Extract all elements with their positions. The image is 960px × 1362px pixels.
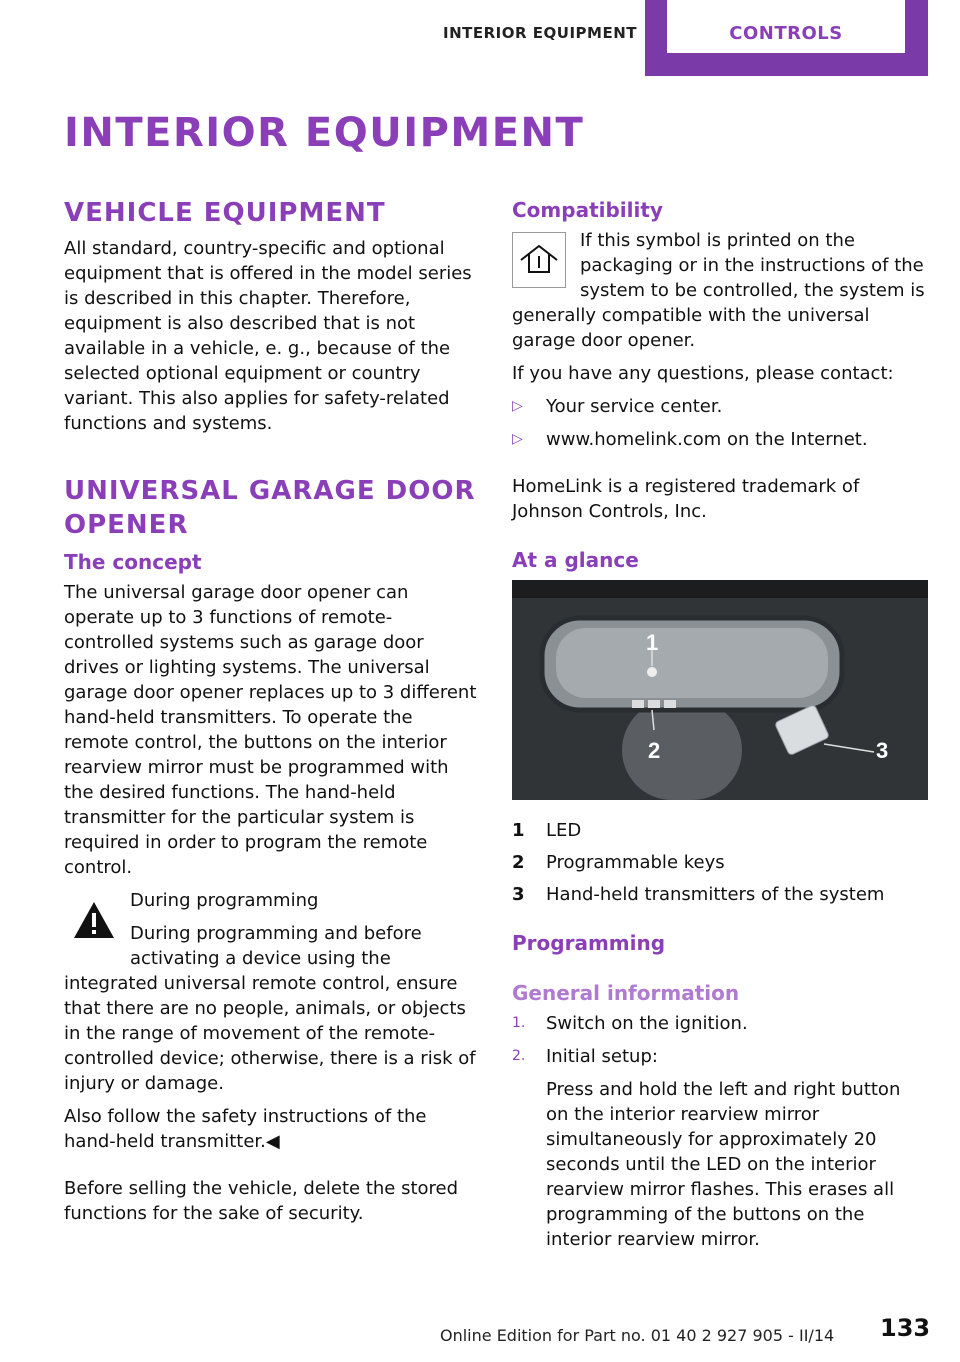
trademark-text: HomeLink is a registered trademark of Johnson Controls, Inc. [512,476,860,522]
led-indicator [647,667,657,677]
vehicle-equipment-text: All standard, country-specific and optional equipment that is offered in the model series is described in this chapter. Therefore, equipment is also described that is not available in a vehicle, e. g., because of the selected optional equipment or country variant. This also applies for safety-related functions and systems. [64,238,472,434]
step-number: 2. [512,1048,526,1064]
callout-label: 1 [646,630,659,655]
list-item [512,1011,928,1036]
page-number: 133 [880,1314,931,1342]
header-tab-controls: CONTROLS [667,0,905,53]
contact-item: www.homelink.com on the Internet. [546,429,868,450]
programmable-key [632,700,644,708]
callout-label: 3 [876,738,889,763]
garage-door-heading: UNIVERSAL GARAGE DOOR OPENER [64,476,476,540]
mirror-mount [622,700,742,800]
concept-heading: The concept [64,550,202,574]
header-section-title: INTERIOR EQUIPMENT [443,24,637,42]
list-item [512,1044,928,1069]
homelink-icon [512,232,566,288]
programmable-key [664,700,676,708]
programming-heading: Programming [512,931,666,955]
legend-item [512,882,928,907]
page-header [0,0,960,78]
mirror-glass [556,628,828,698]
contact-intro: If you have any questions, please contact: [512,363,894,384]
triangle-bullet-icon: ▷ [512,398,523,414]
headliner [512,580,928,598]
selling-text: Before selling the vehicle, delete the stored functions for the sake of security. [64,1178,459,1224]
compatibility-block [512,228,928,353]
legend-number: 3 [512,884,525,905]
step-text: Switch on the ignition. [546,1013,748,1034]
right-column [512,196,928,1260]
legend-label: Hand-held transmitters of the system [546,884,885,905]
warning-text: During programming and before activating a device using the integrated universal remote control, ensure that there are no people, animals, or objects in the range of movement of the remote-controlled device; otherwise, there is a risk of injury or damage. [64,923,476,1094]
left-column [64,196,480,1234]
rearview-mirror-figure [512,580,928,800]
legend-item [512,818,928,843]
warning-block [64,888,480,1096]
general-information-heading: General information [512,981,740,1005]
vehicle-equipment-heading: VEHICLE EQUIPMENT [64,198,386,228]
footer-edition: Online Edition for Part no. 01 40 2 927 905 - II/14 [440,1326,835,1345]
contact-item: Your service center. [546,396,723,417]
legend-number: 1 [512,820,525,841]
warning-follow-text: Also follow the safety instructions of the hand-held transmitter.◀ [64,1106,427,1152]
step-number: 1. [512,1015,526,1031]
triangle-bullet-icon: ▷ [512,431,523,447]
programmable-key [648,700,660,708]
step-text: Initial setup: [546,1046,658,1067]
list-item [512,427,928,452]
list-item [512,394,928,419]
step-2-detail: Press and hold the left and right button on the interior rearview mirror simultaneously for approximately 20 seconds until the LED on the interior rearview mirror flashes. This erases all programming of the buttons on the interior rearview mirror. [546,1079,901,1250]
concept-text: The universal garage door opener can operate up to 3 functions of remote-controlled systems such as garage door drives or lighting systems. The universal garage door opener replaces up to 3 different hand-held transmitters. To operate the remote control, the buttons on the interior rearview mirror must be programmed with the desired functions. The hand-held transmitter for the particular system is required in order to program the remote control. [64,582,477,878]
warning-icon [64,892,124,948]
warning-title: During programming [130,890,319,911]
compatibility-heading: Compatibility [512,198,663,222]
legend-item [512,850,928,875]
at-a-glance-heading: At a glance [512,548,639,572]
legend-label: Programmable keys [546,852,725,873]
compatibility-text: If this symbol is printed on the packaging or in the instructions of the system to be controlled, the system is generally compatible with the universal garage door opener. [512,230,925,351]
legend-label: LED [546,820,582,841]
callout-label: 2 [648,738,661,763]
legend-number: 2 [512,852,525,873]
page-title: INTERIOR EQUIPMENT [64,110,585,156]
